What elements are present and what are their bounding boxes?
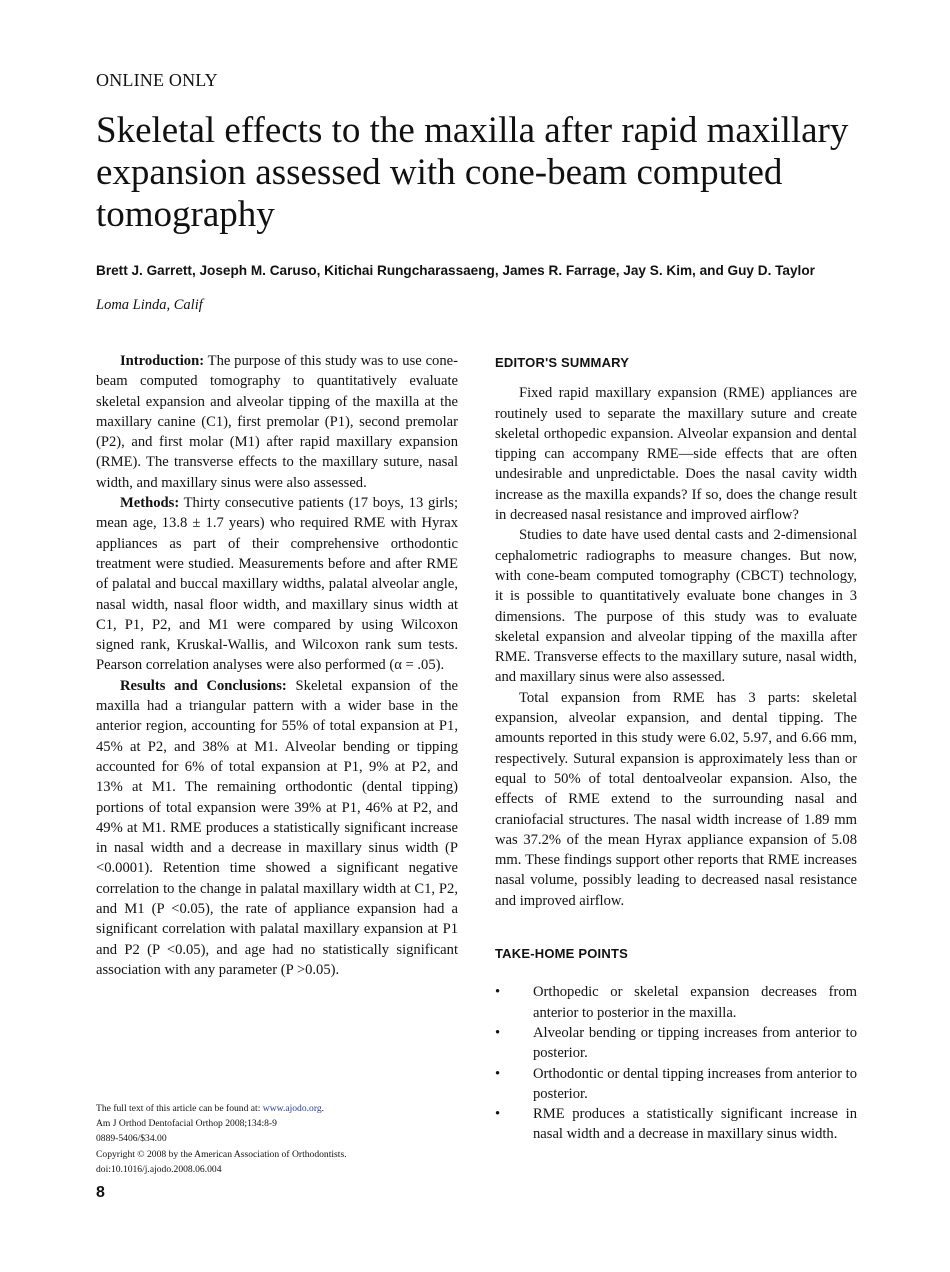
abstract-results (96, 676, 458, 980)
summary-paragraph: Fixed rapid maxillary expansion (RME) appliances are routinely used to separate the maxillary suture and create skeletal orthopedic expansion. Alveolar expansion and dental tipping can accompany RME—side effects that are often undesirable and unpredictable. Does the nasal cavity width increase as the maxilla expands? If so, does the change result in decreased nasal resistance and improved airflow? (495, 385, 857, 524)
summary-column (495, 351, 857, 1145)
journal-link[interactable]: www.ajodo.org (262, 1103, 322, 1114)
abstract-lead: Introduction: (120, 353, 205, 369)
take-home-point: • Alveolar bending or tipping increases from anterior to posterior. (495, 1024, 857, 1062)
full-text-note: The full text of this article can be found at: www.ajodo.org. (96, 1103, 325, 1114)
abstract-text: The purpose of this study was to use cone-beam computed tomography to quantitatively evaluate skeletal expansion and alveolar tipping of the maxilla at the maxillary canine (C1), first premolar (P1), second premolar (P2), and first molar (M1) after rapid maxillary expansion (RME). The transverse effects to the maxillary suture, nasal width, and maxillary sinus were also assessed. (96, 353, 458, 491)
take-home-heading: TAKE-HOME POINTS (495, 946, 628, 962)
abstract-text: Thirty consecutive patients (17 boys, 13 girls; mean age, 13.8 ± 1.7 years) who required RME with Hyrax appliances as part of their comprehensive orthodontic treatment were studied. Measurements before and after RME of palatal and buccal maxillary widths, palatal alveolar angle, nasal width, nasal floor width, and maxillary sinus width at C1, P1, P2, and M1 were compared by using Wilcoxon signed rank, Kruskal-Wallis, and Wilcoxon rank sum tests. Pearson correlation analyses were also performed (α = .05). (96, 495, 458, 674)
citation: Am J Orthod Dentofacial Orthop 2008;134:8-9 (96, 1118, 277, 1130)
take-home-list (495, 982, 857, 1144)
copyright: Copyright © 2008 by the American Association of Orthodontists. (96, 1148, 347, 1160)
abstract-lead: Results and Conclusions: (120, 677, 287, 694)
issn-price: 0889-5406/$34.00 (96, 1133, 167, 1145)
section-label: ONLINE ONLY (96, 70, 218, 90)
author-list: Brett J. Garrett, Joseph M. Caruso, Kitichai Rungcharassaeng, James R. Farrage, Jay S. Kim, and Guy D. Taylor (96, 263, 815, 278)
article-title: Skeletal effects to the maxilla after rapid maxillary expansion assessed with cone-beam computed tomography (96, 110, 849, 235)
abstract-column (96, 351, 458, 980)
take-home-point: • RME produces a statistically significant increase in nasal width and a decrease in maxillary sinus width. (495, 1106, 857, 1143)
bullet-icon: • (495, 984, 501, 1001)
page-number: 8 (96, 1184, 105, 1201)
bullet-icon: • (495, 1065, 501, 1082)
affiliation: Loma Linda, Calif (96, 297, 203, 313)
editors-summary-heading: EDITOR'S SUMMARY (495, 355, 630, 370)
abstract-lead: Methods: (120, 495, 180, 512)
summary-paragraph: Total expansion from RME has 3 parts: skeletal expansion, alveolar expansion, and dental tipping. The amounts reported in this study were 6.02, 5.97, and 6.66 mm, respectively. Sutural expansion is approximately less than or equal to 50% of total dentoalveolar expansion. Also, the effects of RME extend to the surrounding nasal and craniofacial structures. The nasal width increase of 1.89 mm was 37.2% of the mean Hyrax appliance expansion of 5.08 mm. These findings support other reports that RME increases nasal volume, possibly leading to decreased nasal resistance and improved airflow. (495, 689, 857, 909)
bullet-icon: • (495, 1106, 501, 1123)
bullet-icon: • (495, 1024, 501, 1041)
abstract-text: Skeletal expansion of the maxilla had a triangular pattern with a wider base in the anterior region, accounting for 55% of total expansion at P1, 45% at P2, and 38% at M1. Alveolar bending or tipping accounted for 6% of total expansion at P1, 9% at P2, and 13% at M1. The remaining orthodontic (dental tipping) portions of total expansion were 39% at P1, 46% at P2, and 49% at M1. RME produces a statistically significant increase in nasal width and a decrease in maxillary sinus width (P <0.0001). Retention time showed a significant negative correlation to the change in palatal maxillary width at C1, P2, and M1 (P <0.05), the rate of appliance expansion had a significant correlation with palatal maxillary expansion at P1 and P2 (P <0.05), and age had no statistically significant association with any parameter (P >0.05). (96, 677, 458, 978)
take-home-point: • Orthopedic or skeletal expansion decreases from anterior to posterior in the maxilla. (495, 984, 857, 1021)
summary-paragraph: Studies to date have used dental casts and 2-dimensional cephalometric radiographs to measure changes. But now, with cone-beam computed tomography (CBCT) technology, it is possible to quantitatively evaluate bone changes in 3 dimensions. The purpose of this study was to evaluate skeletal expansion and alveolar tipping of the maxilla after RME. Transverse effects to the maxillary suture, nasal width, and maxillary sinus were also assessed. (495, 527, 857, 686)
take-home-point: • Orthodontic or dental tipping increases from anterior to posterior. (495, 1065, 857, 1102)
doi: doi:10.1016/j.ajodo.2008.06.004 (96, 1163, 222, 1175)
article-footer (96, 1101, 347, 1177)
abstract-methods (96, 493, 458, 676)
abstract-introduction (96, 351, 458, 493)
